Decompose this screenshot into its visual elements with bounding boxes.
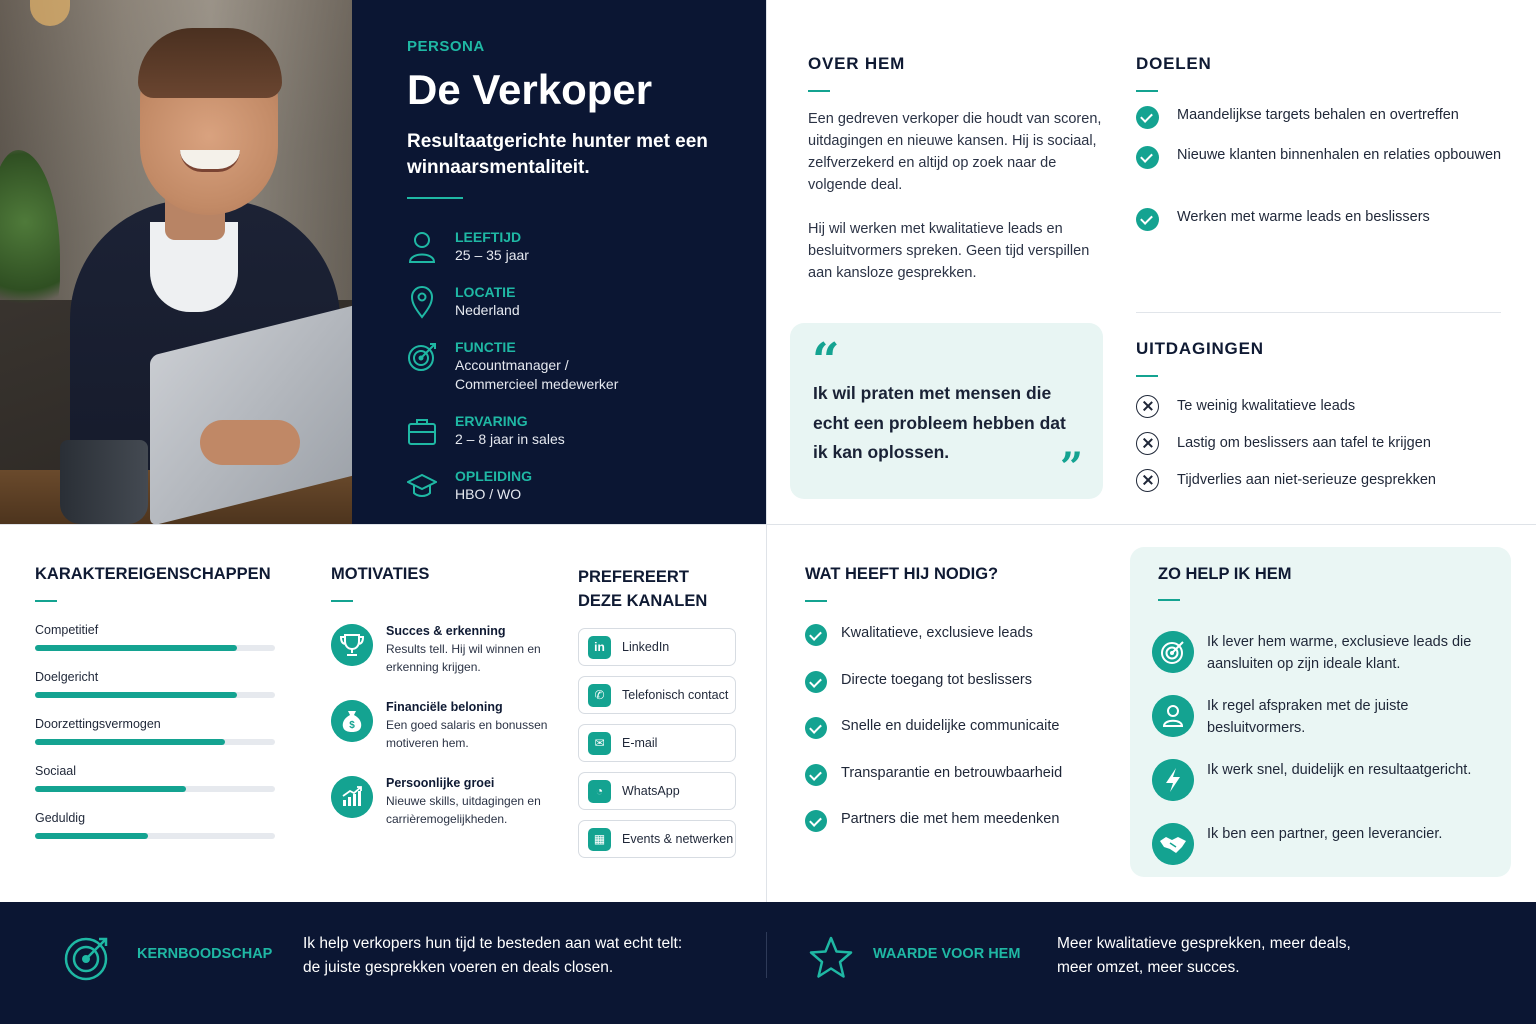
fact-locatie: [407, 283, 747, 338]
section-rule: [35, 600, 57, 602]
motivatie-desc: Een goed salaris en bonussen motiveren hem.: [386, 718, 548, 750]
help-item-text: Ik ben een partner, geen leverancier.: [1207, 826, 1443, 842]
doelen-list: [1136, 104, 1506, 228]
check-icon: [1136, 106, 1159, 129]
kernboodschap-text: [303, 932, 682, 980]
list-item-text: Snelle en duidelijke communicaite: [841, 718, 1060, 734]
persona-hero: [352, 0, 766, 524]
trait-bar-track: [35, 833, 275, 839]
help-item-text: Ik regel afspraken met de juiste besluitvormers.: [1207, 698, 1409, 736]
section-rule: [1158, 599, 1180, 601]
persona-kicker: PERSONA: [407, 38, 485, 55]
target-icon: [407, 340, 437, 374]
kernboodschap-label: KERNBOODSCHAP: [137, 946, 273, 962]
persona-photo: [0, 0, 352, 524]
trait-bar-fill: [35, 645, 237, 651]
section-title: OVER HEM: [808, 54, 906, 73]
motivatie-item: [331, 774, 561, 850]
money-bag-icon: [331, 700, 373, 742]
trait-label: Geduldig: [35, 811, 86, 825]
trait-bar-fill: [35, 833, 148, 839]
trait-label: Sociaal: [35, 764, 76, 778]
section-rule: [808, 90, 830, 92]
help-item-text: Ik werk snel, duidelijk en resultaatgericht.: [1207, 762, 1472, 778]
quote-text: Ik wil praten met mensen die echt een probleem hebben dat ik kan oplossen.: [813, 383, 1066, 462]
trait-bar-track: [35, 645, 275, 651]
list-item-text: Te weinig kwalitatieve leads: [1177, 398, 1356, 414]
fact-value: Nederland: [455, 302, 520, 318]
persona-tagline: Resultaatgerichte hunter met een winnaarsmentaliteit.: [407, 131, 708, 178]
section-title: MOTIVATIES: [331, 565, 430, 583]
list-item: [805, 762, 1105, 809]
trophy-icon: [331, 624, 373, 666]
motivatie-title: Succes & erkenning: [386, 624, 506, 638]
fact-opleiding: [407, 467, 747, 522]
waarde-text: [1057, 932, 1351, 980]
trait-item: [35, 669, 295, 716]
fact-label: ERVARING: [455, 413, 528, 429]
trait-bars: [35, 622, 295, 857]
fact-value-line2: Commercieel medewerker: [455, 376, 619, 392]
list-item: [805, 622, 1105, 669]
check-icon: [805, 717, 827, 739]
section-rule: [805, 600, 827, 602]
motivatie-desc: Results tell. Hij wil winnen en erkenning krijgen.: [386, 642, 541, 674]
nodig-list: [805, 622, 1105, 855]
section-motivaties: [331, 565, 561, 850]
trait-bar-track: [35, 739, 275, 745]
fact-value: 2 – 8 jaar in sales: [455, 431, 565, 447]
fact-value: Accountmanager /: [455, 357, 569, 373]
fact-value: HBO / WO: [455, 486, 522, 502]
list-item-text: Nieuwe klanten binnenhalen en relaties opbouwen: [1177, 147, 1502, 163]
help-item: [1152, 823, 1492, 887]
channel-label: E-mail: [622, 736, 658, 750]
over-paragraph-1: Een gedreven verkoper die houdt van scoren, uitdagingen en nieuwe kansen. Hij is sociaal, zelfverzekerd en altijd op zoek naar de volgende deal.: [808, 111, 1102, 193]
waarde-label: WAARDE VOOR HEM: [873, 946, 1021, 962]
section-title-line2: DEZE KANALEN: [578, 592, 708, 610]
help-item: [1152, 759, 1492, 823]
section-wat-heeft-hij-nodig: [805, 565, 1105, 855]
trait-bar-fill: [35, 786, 186, 792]
trait-item: [35, 810, 295, 857]
fact-label: FUNCTIE: [455, 339, 516, 355]
person-icon: [407, 230, 437, 264]
list-item: [1136, 144, 1506, 206]
uitdagingen-list: [1136, 395, 1506, 506]
list-item-text: Maandelijkse targets behalen en overtreffen: [1177, 107, 1459, 123]
divider: [766, 0, 767, 902]
close-quote-icon: ”: [1060, 444, 1084, 491]
linkedin-icon: in: [588, 636, 611, 659]
over-paragraph-2: Hij wil werken met kwalitatieve leads en besluitvormers spreken. Geen tijd verspillen aan kansloze gesprekken.: [808, 221, 1090, 281]
channel-linkedin: [578, 628, 736, 666]
section-title: UITDAGINGEN: [1136, 339, 1264, 358]
section-doelen: [1136, 54, 1506, 228]
check-icon: [805, 764, 827, 786]
phone-icon: ✆: [588, 684, 611, 707]
divider: [0, 524, 1536, 525]
trait-label: Doelgericht: [35, 670, 99, 684]
section-uitdagingen: [1136, 339, 1506, 506]
section-over-hem: [808, 54, 1108, 284]
fact-label: OPLEIDING: [455, 468, 533, 484]
trait-bar-fill: [35, 739, 225, 745]
waarde-line: Meer kwalitatieve gesprekken, meer deals,: [1057, 935, 1351, 952]
check-icon: [805, 624, 827, 646]
list-item: [1136, 432, 1506, 469]
list-item: [805, 669, 1105, 716]
motivatie-desc: Nieuwe skills, uitdagingen en carrièremogelijkheden.: [386, 794, 541, 826]
check-icon: [805, 671, 827, 693]
graduation-cap-icon: [407, 469, 437, 503]
divider: [407, 197, 463, 199]
mail-icon: ✉: [588, 732, 611, 755]
list-item-text: Partners die met hem meedenken: [841, 811, 1060, 827]
trait-bar-fill: [35, 692, 237, 698]
section-title: KARAKTEREIGENSCHAPPEN: [35, 565, 271, 583]
section-zo-help-ik-hem: [1130, 547, 1511, 877]
channel-phone: [578, 676, 736, 714]
channel-events: [578, 820, 736, 858]
section-rule: [331, 600, 353, 602]
trait-item: [35, 763, 295, 810]
check-icon: [805, 810, 827, 832]
kernboodschap-line: de juiste gesprekken voeren en deals closen.: [303, 959, 614, 976]
help-item: [1152, 695, 1492, 759]
lightning-icon: [1152, 759, 1194, 801]
help-item: [1152, 631, 1492, 695]
list-item-text: Werken met warme leads en beslissers: [1177, 209, 1430, 225]
fact-leeftijd: [407, 228, 747, 283]
persona-facts: [407, 228, 747, 522]
trait-label: Competitief: [35, 623, 99, 637]
fact-functie: [407, 338, 747, 412]
fact-label: LEEFTIJD: [455, 229, 522, 245]
list-item: [805, 715, 1105, 762]
x-circle-icon: [1136, 469, 1159, 492]
channel-label: LinkedIn: [622, 640, 670, 654]
list-item-text: Transparantie en betrouwbaarheid: [841, 764, 1063, 781]
section-title: WAT HEEFT HIJ NODIG?: [805, 565, 999, 583]
section-rule: [1136, 90, 1158, 92]
open-quote-icon: “: [812, 333, 840, 389]
svg-text:$: $: [349, 720, 355, 731]
trait-item: [35, 716, 295, 763]
list-item: [1136, 395, 1506, 432]
section-karaktereigenschappen: [35, 565, 295, 857]
trait-label: Doorzettingsvermogen: [35, 717, 161, 731]
section-kanalen: [578, 565, 738, 846]
quote-card: [790, 323, 1103, 499]
kernboodschap-line: Ik help verkopers hun tijd te besteden aan wat echt telt:: [303, 935, 683, 952]
briefcase-icon: [407, 414, 437, 448]
channel-label: WhatsApp: [622, 784, 680, 798]
whatsapp-icon: ◔: [588, 780, 611, 803]
help-item-text: Ik lever hem warme, exclusieve leads die aansluiten op zijn ideale klant.: [1207, 634, 1472, 672]
list-item: [805, 808, 1105, 855]
check-icon: [1136, 146, 1159, 169]
channel-whatsapp: [578, 772, 736, 810]
list-item: [1136, 104, 1506, 144]
list-item-text: Tijdverlies aan niet-serieuze gesprekken: [1177, 472, 1436, 488]
list-item: [1136, 469, 1506, 506]
star-icon: [807, 934, 855, 982]
section-title: DOELEN: [1136, 54, 1212, 73]
motivatie-title: Financiële beloning: [386, 700, 503, 714]
list-item-text: Directe toegang tot beslissers: [841, 671, 1033, 688]
fact-label: LOCATIE: [455, 284, 516, 300]
check-icon: [1136, 208, 1159, 231]
fact-ervaring: [407, 412, 747, 467]
motivaties-list: [331, 622, 561, 850]
section-title-line1: PREFEREERT: [578, 568, 689, 586]
section-rule: [1136, 375, 1158, 377]
divider: [1136, 312, 1501, 313]
channel-label: Telefonisch contact: [622, 688, 729, 702]
target-icon: [63, 934, 111, 982]
waarde-line: meer omzet, meer succes.: [1057, 959, 1240, 976]
trait-bar-track: [35, 786, 275, 792]
fact-value: 25 – 35 jaar: [455, 247, 529, 263]
motivatie-title: Persoonlijke groei: [386, 776, 495, 790]
target-icon: [1152, 631, 1194, 673]
zohelp-list: [1152, 631, 1492, 887]
channel-email: [578, 724, 736, 762]
divider: [766, 932, 767, 978]
handshake-icon: [1152, 823, 1194, 865]
list-item-text: Lastig om beslissers aan tafel te krijgen: [1177, 435, 1431, 451]
channel-label: Events & netwerken: [622, 832, 734, 846]
section-title: ZO HELP IK HEM: [1158, 565, 1292, 583]
persona-name: De Verkoper: [407, 66, 653, 113]
motivatie-item: [331, 698, 561, 774]
trait-bar-track: [35, 692, 275, 698]
footer-bar: [0, 902, 1536, 1024]
trait-item: [35, 622, 295, 669]
kanalen-list: [578, 628, 736, 868]
x-circle-icon: [1136, 432, 1159, 455]
list-item: [1136, 206, 1506, 228]
growth-chart-icon: [331, 776, 373, 818]
person-icon: [1152, 695, 1194, 737]
x-circle-icon: [1136, 395, 1159, 418]
motivatie-item: [331, 622, 561, 698]
location-pin-icon: [407, 285, 437, 319]
calendar-icon: ▦: [588, 828, 611, 851]
list-item-text: Kwalitatieve, exclusieve leads: [841, 625, 1033, 641]
